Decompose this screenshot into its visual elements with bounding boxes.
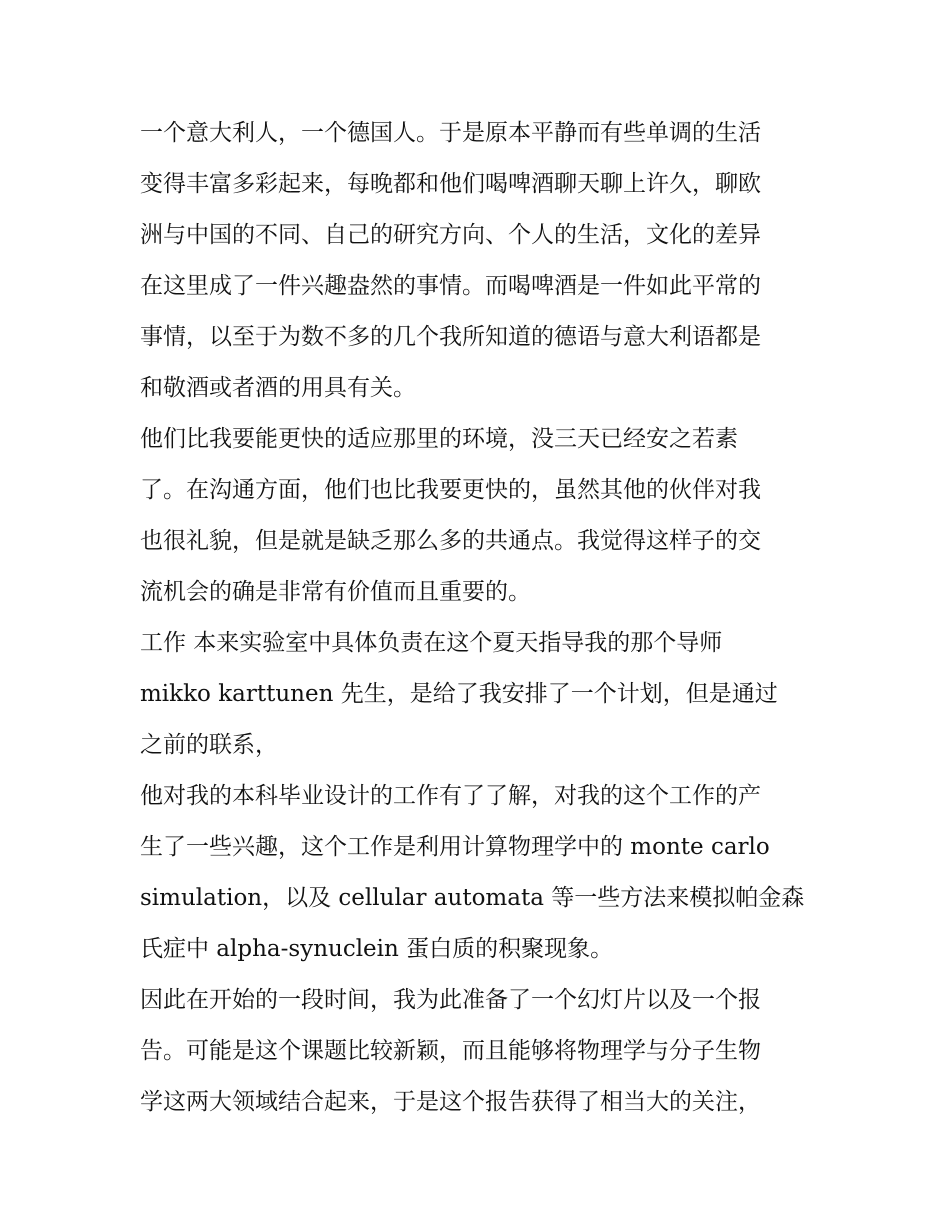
text-line: 事情，以至于为数不多的几个我所知道的德语与意大利语都是 — [140, 324, 761, 350]
text-line: 因此在开始的一段时间，我为此准备了一个幻灯片以及一个报 — [140, 987, 761, 1013]
text-line: 生了一些兴趣，这个工作是利用计算物理学中的 monte carlo — [140, 834, 770, 860]
text-line: 在这里成了一件兴趣盎然的事情。而喝啤酒是一件如此平常的 — [140, 273, 761, 299]
text-line: 了。在沟通方面，他们也比我要更快的，虽然其他的伙伴对我 — [140, 477, 761, 503]
text-line: 工作 本来实验室中具体负责在这个夏天指导我的那个导师 — [140, 630, 723, 656]
text-line: 他们比我要能更快的适应那里的环境，没三天已经安之若素 — [140, 426, 738, 452]
text-line: 之前的联系， — [140, 732, 278, 758]
text-line: 氏症中 alpha-synuclein 蛋白质的积聚现象。 — [140, 936, 614, 962]
text-line: 也很礼貌，但是就是缺乏那么多的共通点。我觉得这样子的交 — [140, 528, 761, 554]
text-line: 他对我的本科毕业设计的工作有了了解，对我的这个工作的产 — [140, 783, 761, 809]
text-line: 告。可能是这个课题比较新颖，而且能够将物理学与分子生物 — [140, 1038, 761, 1064]
text-line: mikko karttunen 先生，是给了我安排了一个计划，但是通过 — [140, 681, 778, 707]
text-line: 洲与中国的不同、自己的研究方向、个人的生活，文化的差异 — [140, 222, 761, 248]
text-line: simulation，以及 cellular automata 等一些方法来模拟帕金森 — [140, 885, 805, 911]
document-body-text — [140, 108, 820, 1128]
text-line: 流机会的确是非常有价值而且重要的。 — [140, 579, 531, 605]
text-line: 学这两大领域结合起来，于是这个报告获得了相当大的关注， — [140, 1089, 761, 1115]
text-line: 变得丰富多彩起来，每晚都和他们喝啤酒聊天聊上许久，聊欧 — [140, 171, 761, 197]
text-line: 一个意大利人，一个德国人。于是原本平静而有些单调的生活 — [140, 120, 761, 146]
text-line: 和敬酒或者酒的用具有关。 — [140, 375, 416, 401]
